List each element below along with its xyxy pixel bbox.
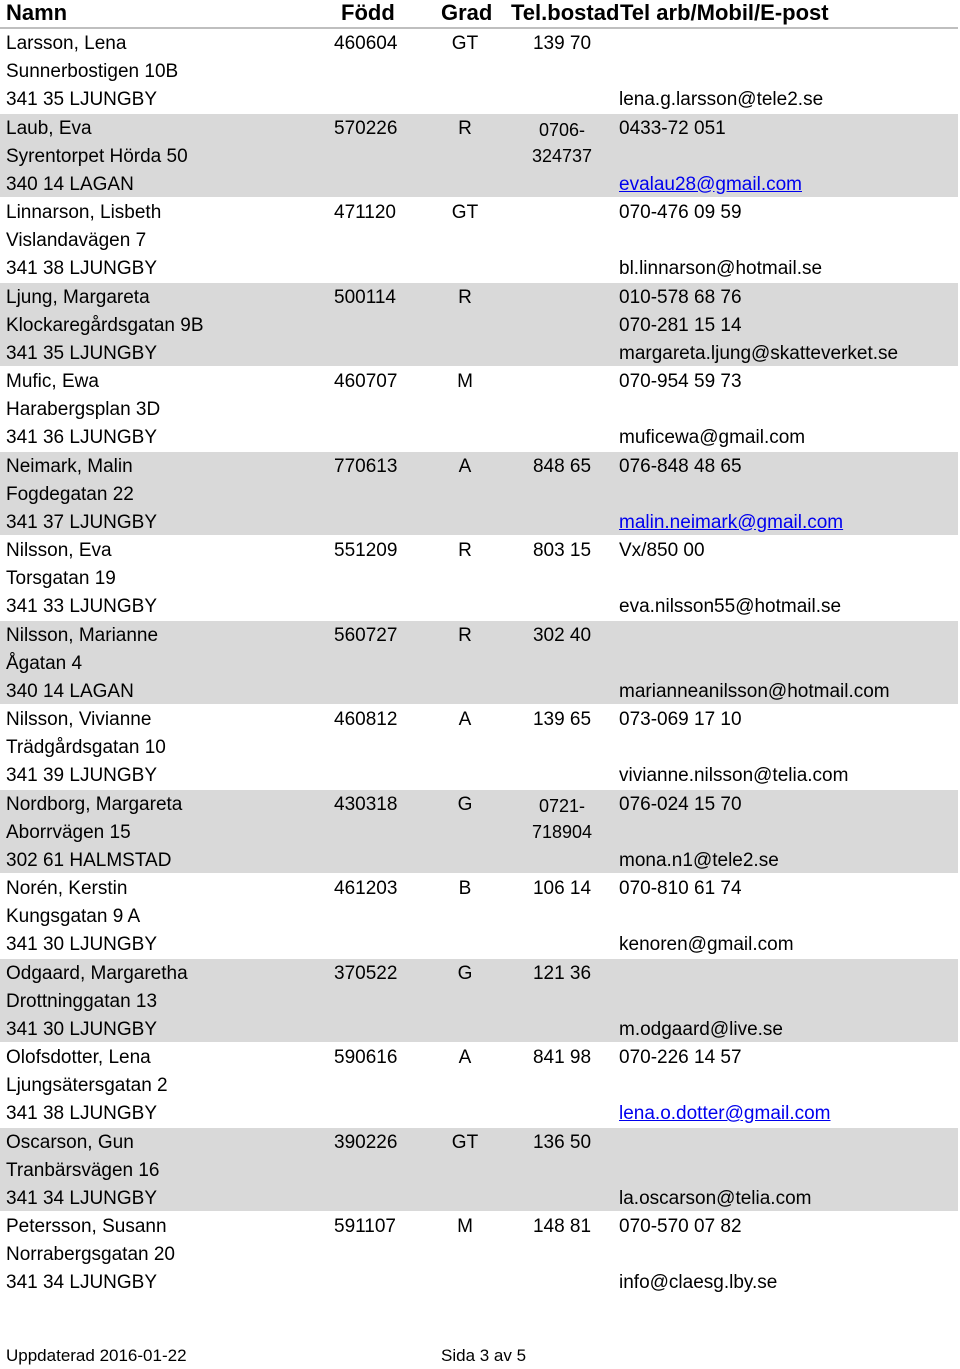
member-grade: A bbox=[458, 709, 472, 730]
member-name: Neimark, Malin bbox=[6, 455, 133, 477]
member-grade: M bbox=[457, 371, 473, 392]
table-row bbox=[0, 198, 958, 283]
member-phone: 073-069 17 10 bbox=[619, 709, 742, 730]
member-street: Kungsgatan 9 A bbox=[6, 906, 141, 927]
updated-date: Uppdaterad 2016-01-22 bbox=[6, 1346, 187, 1365]
member-grade: R bbox=[458, 117, 472, 139]
member-home-phone: 0721-718904 bbox=[531, 795, 593, 842]
member-birthdate: 551209 bbox=[334, 540, 398, 561]
member-city: 340 14 LAGAN bbox=[6, 680, 134, 702]
member-grade: M bbox=[457, 1216, 473, 1237]
table-row bbox=[0, 1128, 958, 1213]
member-street: Sunnerbostigen 10B bbox=[6, 61, 179, 82]
table-row bbox=[0, 874, 958, 959]
member-street: Klockaregårdsgatan 9B bbox=[6, 314, 204, 336]
member-home-phone: 121 36 bbox=[532, 962, 592, 984]
member-birthdate: 460604 bbox=[334, 33, 398, 54]
header-name: Namn bbox=[6, 0, 68, 25]
member-name: Larsson, Lena bbox=[6, 33, 127, 54]
member-birthdate: 370522 bbox=[334, 962, 398, 984]
member-phone-secondary: 070-281 15 14 bbox=[619, 314, 742, 336]
member-city: 341 38 LJUNGBY bbox=[6, 1103, 158, 1124]
member-phone: 070-570 07 82 bbox=[619, 1216, 742, 1237]
member-phone: 010-578 68 76 bbox=[619, 286, 742, 308]
member-birthdate: 460707 bbox=[334, 371, 398, 392]
member-street: Aborrvägen 15 bbox=[6, 821, 131, 843]
member-email: kenoren@gmail.com bbox=[619, 934, 794, 955]
header-born: Född bbox=[341, 0, 395, 25]
member-city: 341 39 LJUNGBY bbox=[6, 765, 158, 786]
member-grade: B bbox=[458, 878, 472, 899]
member-home-phone: 803 15 bbox=[532, 540, 592, 561]
member-email: m.odgaard@live.se bbox=[619, 1018, 783, 1040]
member-grade: R bbox=[458, 540, 472, 561]
table-row bbox=[0, 790, 958, 875]
member-grade: G bbox=[457, 793, 473, 815]
member-name: Oscarson, Gun bbox=[6, 1131, 134, 1153]
member-email: mona.n1@tele2.se bbox=[619, 849, 779, 871]
member-city: 341 30 LJUNGBY bbox=[6, 934, 158, 955]
member-city: 341 34 LJUNGBY bbox=[6, 1187, 158, 1209]
member-birthdate: 590616 bbox=[334, 1047, 398, 1068]
member-city: 341 36 LJUNGBY bbox=[6, 427, 158, 448]
member-table bbox=[0, 29, 958, 1297]
member-street: Torsgatan 19 bbox=[6, 568, 116, 589]
table-row bbox=[0, 536, 958, 621]
member-birthdate: 461203 bbox=[334, 878, 398, 899]
member-grade: R bbox=[458, 624, 472, 646]
member-grade: R bbox=[458, 286, 472, 308]
member-name: Nilsson, Marianne bbox=[6, 624, 159, 646]
member-home-phone: 302 40 bbox=[532, 624, 592, 646]
member-phone: 076-848 48 65 bbox=[619, 455, 742, 477]
member-name: Laub, Eva bbox=[6, 117, 92, 139]
member-grade: GT bbox=[451, 202, 479, 223]
member-city: 340 14 LAGAN bbox=[6, 173, 134, 195]
member-name: Nordborg, Margareta bbox=[6, 793, 183, 815]
member-name: Petersson, Susann bbox=[6, 1216, 167, 1237]
member-email[interactable]: lena.o.dotter@gmail.com bbox=[619, 1103, 831, 1124]
member-phone: 0433-72 051 bbox=[619, 117, 726, 139]
member-phone: 070-476 09 59 bbox=[619, 202, 742, 223]
table-row bbox=[0, 1212, 958, 1297]
member-city: 341 34 LJUNGBY bbox=[6, 1272, 158, 1293]
member-home-phone: 148 81 bbox=[532, 1216, 592, 1237]
member-phone: 076-024 15 70 bbox=[619, 793, 742, 815]
member-street: Vislandavägen 7 bbox=[6, 230, 147, 251]
member-email: la.oscarson@telia.com bbox=[619, 1187, 812, 1209]
table-row bbox=[0, 367, 958, 452]
member-birthdate: 560727 bbox=[334, 624, 398, 646]
member-street: Syrentorpet Hörda 50 bbox=[6, 145, 188, 167]
member-city: 341 33 LJUNGBY bbox=[6, 596, 158, 617]
member-home-phone: 848 65 bbox=[532, 455, 592, 477]
member-grade: GT bbox=[451, 1131, 479, 1153]
table-row bbox=[0, 29, 958, 114]
member-email: margareta.ljung@skatteverket.se bbox=[619, 342, 899, 364]
member-email: eva.nilsson55@hotmail.se bbox=[619, 596, 842, 617]
member-birthdate: 460812 bbox=[334, 709, 398, 730]
member-name: Olofsdotter, Lena bbox=[6, 1047, 151, 1068]
member-phone: 070-954 59 73 bbox=[619, 371, 742, 392]
member-birthdate: 570226 bbox=[334, 117, 398, 139]
table-row bbox=[0, 705, 958, 790]
member-home-phone: 841 98 bbox=[532, 1047, 592, 1068]
table-row bbox=[0, 959, 958, 1044]
member-name: Linnarson, Lisbeth bbox=[6, 202, 162, 223]
member-name: Odgaard, Margaretha bbox=[6, 962, 188, 984]
member-grade: GT bbox=[451, 33, 479, 54]
member-street: Fogdegatan 22 bbox=[6, 483, 134, 505]
member-street: Tranbärsvägen 16 bbox=[6, 1159, 160, 1181]
member-birthdate: 591107 bbox=[334, 1216, 396, 1237]
member-email: vivianne.nilsson@telia.com bbox=[619, 765, 849, 786]
member-name: Mufic, Ewa bbox=[6, 371, 99, 392]
member-grade: A bbox=[458, 1047, 472, 1068]
table-row bbox=[0, 452, 958, 537]
table-row bbox=[0, 1043, 958, 1128]
header-contact: Tel arb/Mobil/E-post bbox=[620, 0, 829, 25]
member-birthdate: 770613 bbox=[334, 455, 398, 477]
member-street: Ljungsätersgatan 2 bbox=[6, 1075, 168, 1096]
table-header bbox=[0, 0, 960, 28]
header-grade: Grad bbox=[441, 0, 493, 25]
table-row bbox=[0, 283, 958, 368]
member-birthdate: 500114 bbox=[334, 286, 396, 308]
member-home-phone: 139 70 bbox=[532, 33, 592, 54]
member-email: bl.linnarson@hotmail.se bbox=[619, 258, 823, 279]
member-name: Nilsson, Eva bbox=[6, 540, 112, 561]
member-street: Norrabergsgatan 20 bbox=[6, 1244, 175, 1265]
member-name: Norén, Kerstin bbox=[6, 878, 128, 899]
member-name: Nilsson, Vivianne bbox=[6, 709, 152, 730]
member-email[interactable]: evalau28@gmail.com bbox=[619, 173, 802, 195]
member-city: 302 61 HALMSTAD bbox=[6, 849, 172, 871]
member-email: muficewa@gmail.com bbox=[619, 427, 806, 448]
member-phone: 070-226 14 57 bbox=[619, 1047, 742, 1068]
member-phone: 070-810 61 74 bbox=[619, 878, 742, 899]
member-city: 341 35 LJUNGBY bbox=[6, 342, 158, 364]
member-grade: A bbox=[458, 455, 472, 477]
page-number: Sida 3 av 5 bbox=[441, 1346, 527, 1365]
member-name: Ljung, Margareta bbox=[6, 286, 150, 308]
member-home-phone: 136 50 bbox=[532, 1131, 592, 1153]
table-row bbox=[0, 114, 958, 199]
member-city: 341 37 LJUNGBY bbox=[6, 511, 158, 533]
member-birthdate: 390226 bbox=[334, 1131, 398, 1153]
table-row bbox=[0, 621, 958, 706]
member-grade: G bbox=[457, 962, 473, 984]
member-street: Harabergsplan 3D bbox=[6, 399, 161, 420]
header-home-phone: Tel.bostad bbox=[511, 0, 620, 25]
member-phone: Vx/850 00 bbox=[619, 540, 705, 561]
member-email: lena.g.larsson@tele2.se bbox=[619, 89, 824, 110]
member-city: 341 38 LJUNGBY bbox=[6, 258, 158, 279]
member-street: Ågatan 4 bbox=[6, 652, 83, 674]
member-birthdate: 471120 bbox=[334, 202, 396, 223]
member-birthdate: 430318 bbox=[334, 793, 398, 815]
member-email[interactable]: malin.neimark@gmail.com bbox=[619, 511, 844, 533]
member-email: info@claesg.lby.se bbox=[619, 1272, 778, 1293]
member-home-phone: 139 65 bbox=[532, 709, 592, 730]
member-city: 341 35 LJUNGBY bbox=[6, 89, 158, 110]
member-home-phone: 106 14 bbox=[532, 878, 592, 899]
member-street: Drottninggatan 13 bbox=[6, 990, 158, 1012]
member-city: 341 30 LJUNGBY bbox=[6, 1018, 158, 1040]
member-home-phone: 0706-324737 bbox=[531, 119, 593, 166]
member-email: marianneanilsson@hotmail.com bbox=[619, 680, 890, 702]
member-street: Trädgårdsgatan 10 bbox=[6, 737, 166, 758]
